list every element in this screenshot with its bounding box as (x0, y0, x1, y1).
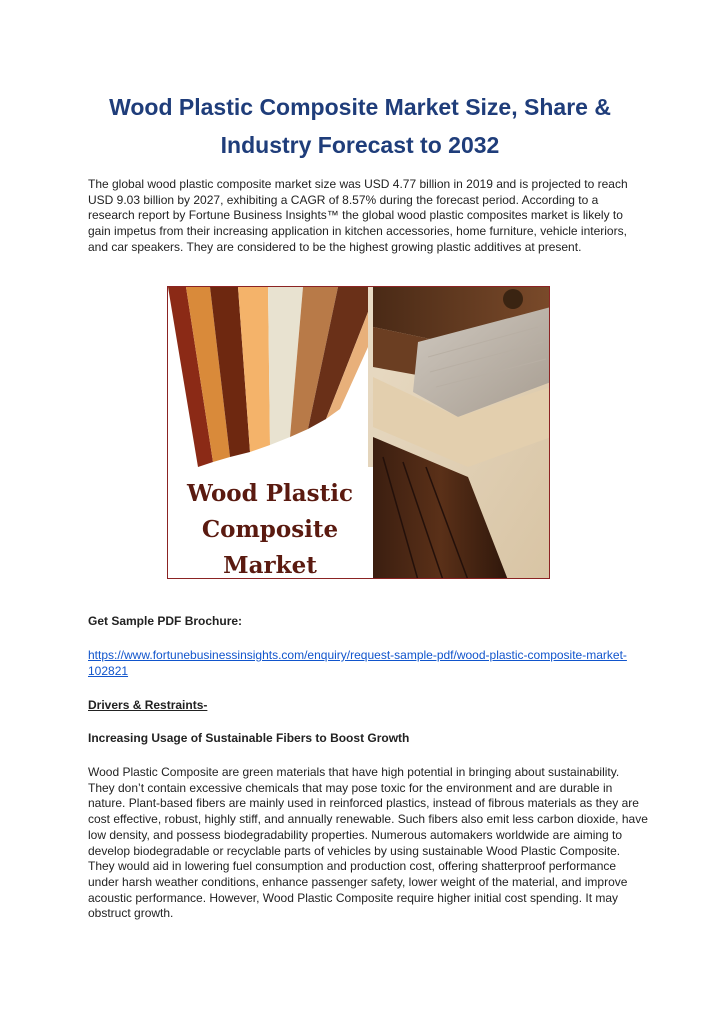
image-caption-line3: Market (223, 552, 317, 579)
intro-paragraph: The global wood plastic composite market size was USD 4.77 billion in 2019 and is projected to reach USD 9.03 billion by 2027, exhibiting a CAGR of 8.57% during the forecast period. According to a research report by Fortune Business Insights™ the global wood plastic composites market is likely to gain impetus from their increasing application in kitchen accessories, home furniture, vehicle interiors, and car speakers. They are considered to be the highest growing plastic additives at present. (88, 177, 628, 254)
pinecone-decoration (503, 289, 523, 309)
image-caption-line2: Composite (201, 516, 339, 543)
title-line-2: Industry Forecast to 2032 (220, 132, 500, 158)
sample-link[interactable]: https://www.fortunebusinessinsights.com/enquiry/request-sample-pdf/wood-plastic-composite-market-102821 (88, 648, 627, 678)
drivers-heading: Drivers & Restraints- (88, 698, 208, 712)
page-title (60, 88, 660, 164)
plank-fan (168, 287, 368, 467)
title-line-1: Wood Plastic Composite Market Size, Share & (109, 94, 611, 120)
sample-label: Get Sample PDF Brochure: (88, 614, 243, 628)
image-caption-line1: Wood Plastic (187, 480, 353, 507)
body-paragraph: Wood Plastic Composite are green materials that have high potential in bringing about sustainability. They don’t contain excessive chemicals that may pose toxic for the environment and are durable in nature. Plant-based fibers are mainly used in reinforced plastics, instead of fibrous materials as they are cost effective, robust, highly stiff, and annually renewable. Such fibers also emit less carbon dioxide, have low density, and possess biodegradability properties. Numerous automakers worldwide are aiming to develop biodegradable or recyclable parts of vehicles by using sustainable Wood Plastic Composite. They would aid in lowering fuel consumption and production cost, offering shatterproof performance under harsh weather conditions, enhance passenger safety, lower weight of the material, and improve acoustic performance. However, Wood Plastic Composite require higher initial cost spending. It may obstruct growth. (88, 765, 648, 921)
sub-heading: Increasing Usage of Sustainable Fibers to Boost Growth (88, 731, 410, 745)
product-image (167, 286, 550, 579)
